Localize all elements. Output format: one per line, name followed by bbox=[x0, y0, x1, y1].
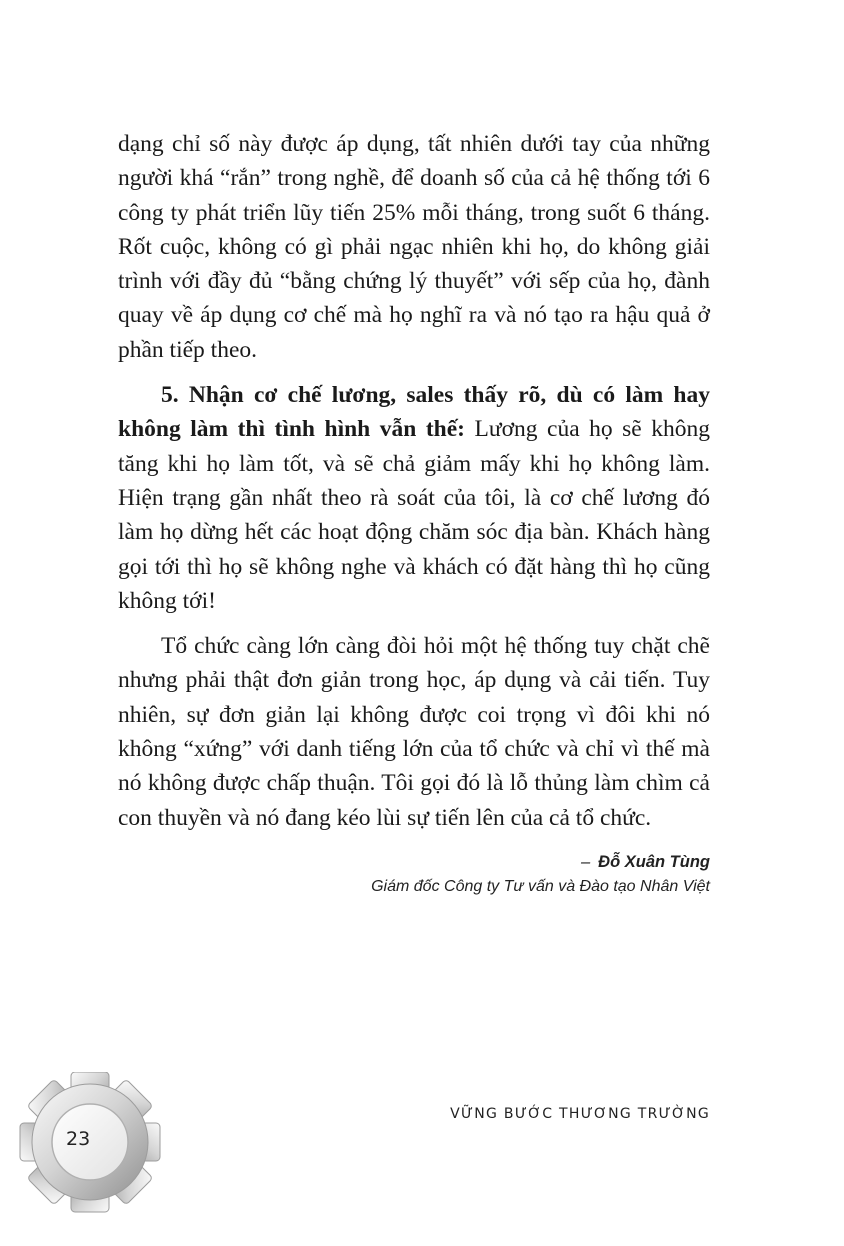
author-name-line bbox=[371, 850, 710, 874]
author-signature bbox=[371, 850, 710, 900]
paragraph-continuation: dạng chỉ số này được áp dụng, tất nhiên dưới tay của những người khá “rắn” trong nghề, để doanh số của cả hệ thống tới 6 công ty phát triển lũy tiến 25% mỗi tháng, trong suốt 6 tháng. Rốt cuộc, không có gì phải ngạc nhiên khi họ, do không giải trình với đầy đủ “bằng chứng lý thuyết” với sếp của họ, đành quay về áp dụng cơ chế mà họ nghĩ ra và nó tạo ra hậu quả ở phần tiếp theo. bbox=[118, 131, 710, 363]
point-5-heading: 5. Nhận cơ chế lương, sales thấy rõ, dù có làm hay không làm thì tình hình vẫn thế: bbox=[118, 382, 710, 443]
signature-dash: – bbox=[580, 853, 591, 871]
author-title: Giám đốc Công ty Tư vấn và Đào tạo Nhân Việt bbox=[371, 878, 710, 895]
running-footer-title: VỮNG BƯỚC THƯƠNG TRƯỜNG bbox=[450, 1106, 710, 1122]
page-number: 23 bbox=[66, 1128, 91, 1150]
body-text bbox=[118, 127, 710, 846]
author-name: Đỗ Xuân Tùng bbox=[598, 853, 710, 871]
paragraph-conclusion: Tổ chức càng lớn càng đòi hỏi một hệ thống tuy chặt chẽ nhưng phải thật đơn giản trong học, áp dụng và cải tiến. Tuy nhiên, sự đơn giản lại không được coi trọng vì đôi khi nó không “xứng” với danh tiếng lớn của tổ chức và chỉ vì thế mà nó không được chấp thuận. Tôi gọi đó là lỗ thủng làm chìm cả con thuyền và nó đang kéo lùi sự tiến lên của cả tổ chức. bbox=[118, 633, 710, 831]
paragraph-point-5 bbox=[118, 378, 710, 618]
gear-icon bbox=[0, 1072, 190, 1246]
point-5-body: Lương của họ sẽ không tăng khi họ làm tốt, và sẽ chả giảm mấy khi họ không làm. Hiện trạng gần nhất theo rà soát của tôi, là cơ chế lương đó làm họ dừng hết các hoạt động chăm sóc địa bàn. Khách hàng gọi tới thì họ sẽ không nghe và khách có đặt hàng thì họ cũng không tới! bbox=[118, 416, 710, 614]
